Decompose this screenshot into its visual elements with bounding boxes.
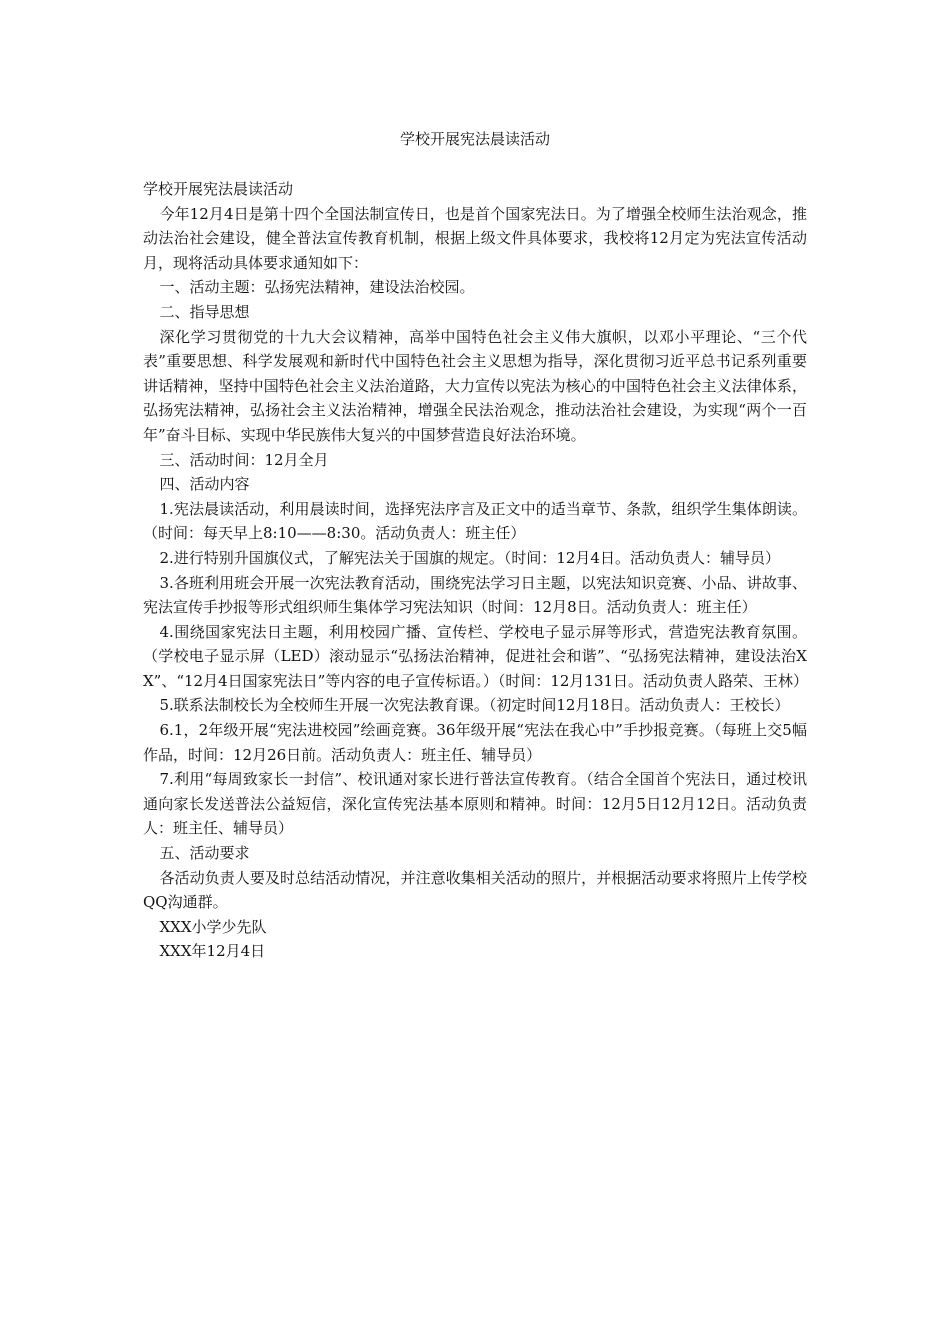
section-time: 三、活动时间：12月全月 (159, 450, 329, 469)
section-theme: 一、活动主题：弘扬宪法精神，建设法治校园。 (159, 278, 475, 297)
content-item-5: 5.联系法制校长为全校师生开展一次宪法教育课。（初定时间12月18日。活动负责人：王校长） (159, 696, 790, 715)
intro-paragraph: 今年12月4日是第十四个全国法制宣传日，也是首个国家宪法日。为了增强全校师生法治观念，推动法治社会建设，健全普法宣传教育机制，根据上级文件具体要求，我校将12月定为宪法宣传活动月，现将活动具体要求通知如下： (143, 204, 807, 272)
section-requirements-text: 各活动负责人要及时总结活动情况，并注意收集相关活动的照片，并根据活动要求将照片上传学校QQ沟通群。 (143, 868, 807, 912)
content-item-4: 4.围绕国家宪法日主题，利用校园广播、宣传栏、学校电子显示屏等形式，营造宪法教育氛围。（学校电子显示屏（LED）滚动显示“弘扬法治精神，促进社会和谐”、“弘扬宪法精神，建设法治XX”、“12月4日国家宪法日”等内容的电子宣传标语。）（时间：12月131日。活动负责人路荣、王林） (143, 622, 809, 690)
signature-date: XXX年12月4日 (159, 942, 266, 961)
content-item-6: 6.1，2年级开展“宪法进校园”绘画竞赛。36年级开展“宪法在我心中”手抄报竞赛。（每班上交5幅作品，时间：12月26日前。活动负责人：班主任、辅导员） (143, 721, 807, 764)
signature-organization: XXX小学少先队 (159, 917, 267, 936)
section-guiding-text: 深化学习贯彻党的十九大会议精神，高举中国特色社会主义伟大旗帜，以邓小平理论、“三个代表”重要思想、科学发展观和新时代中国特色社会主义思想为指导，深化贯彻习近平总书记系列重要讲话精神，坚持中国特色社会主义法治道路，大力宣传以宪法为核心的中国特色社会主义法律体系，弘扬宪法精神，弘扬社会主义法治精神，增强全民法治观念，推动法治社会建设，为实现“两个一百年”奋斗目标、实现中华民族伟大复兴的中国梦营造良好法治环境。 (143, 327, 807, 444)
document-title: 学校开展宪法晨读活动 (399, 130, 550, 148)
body-heading: 学校开展宪法晨读活动 (143, 180, 294, 198)
content-item-3: 3.各班利用班会开展一次宪法教育活动，围绕宪法学习日主题，以宪法知识竞赛、小品、讲故事、宪法宣传手抄报等形式组织师生集体学习宪法知识（时间：12月8日。活动负责人：班主任） (143, 573, 807, 617)
section-guiding-heading: 二、指导思想 (159, 302, 250, 321)
section-requirements-heading: 五、活动要求 (159, 844, 250, 863)
content-item-2: 2.进行特别升国旗仪式，了解宪法关于国旗的规定。（时间：12月4日。活动负责人：辅导员） (159, 548, 780, 567)
section-content-heading: 四、活动内容 (159, 475, 250, 494)
content-item-7: 7.利用“每周致家长一封信”、校讯通对家长进行普法宣传教育。（结合全国首个宪法日，通过校讯通向家长发送普法公益短信，深化宣传宪法基本原则和精神。时间：12月5日12月12日。活动负责人：班主任、辅导员） (143, 770, 807, 838)
document-body (143, 177, 807, 964)
content-item-1: 1.宪法晨读活动，利用晨读时间，选择宪法序言及正文中的适当章节、条款，组织学生集体朗读。（时间：每天早上8:10——8:30。活动负责人：班主任） (143, 499, 807, 543)
